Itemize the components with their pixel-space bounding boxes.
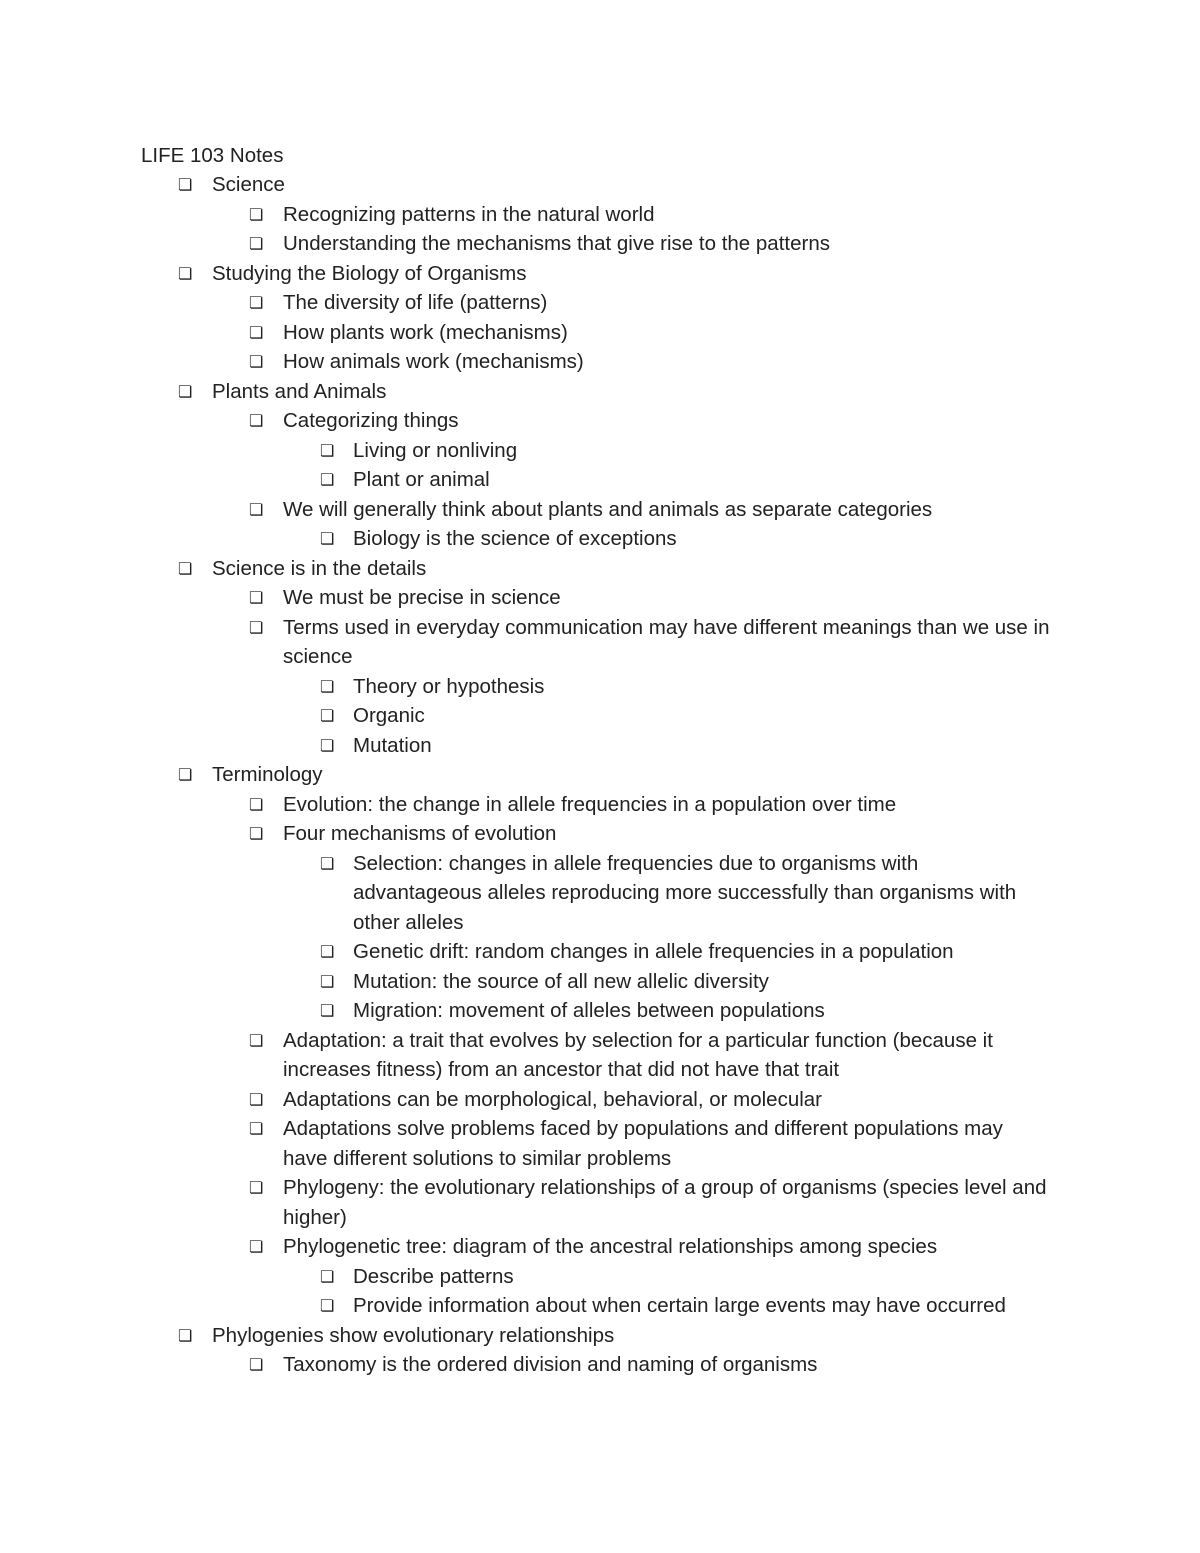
list-item-text: Phylogeny: the evolutionary relationships of a group of organisms (species level and higher) bbox=[283, 1176, 1047, 1229]
list-item bbox=[0, 1026, 1050, 1085]
list-item bbox=[0, 701, 1050, 731]
list-item-text: We will generally think about plants and animals as separate categories bbox=[283, 497, 933, 521]
checkbox-bullet-icon: ❏ bbox=[178, 1325, 193, 1345]
checkbox-bullet-icon: ❏ bbox=[320, 971, 335, 991]
list-item bbox=[0, 849, 1050, 938]
list-item bbox=[0, 170, 1050, 200]
list-item-text: Taxonomy is the ordered division and naming of organisms bbox=[283, 1353, 818, 1376]
list-item bbox=[0, 347, 1050, 377]
list-item-text: Living or nonliving bbox=[353, 438, 518, 462]
list-item bbox=[0, 819, 1050, 849]
list-item bbox=[0, 554, 1050, 584]
checkbox-bullet-icon: ❏ bbox=[320, 529, 335, 548]
list-item bbox=[0, 967, 1050, 997]
list-item bbox=[0, 760, 1050, 790]
list-item bbox=[0, 1114, 1050, 1173]
checkbox-bullet-icon: ❏ bbox=[320, 470, 335, 489]
list-item-text: Organic bbox=[353, 704, 425, 727]
list-item-text: Phylogenies show evolutionary relationships bbox=[212, 1323, 615, 1347]
checkbox-bullet-icon: ❏ bbox=[178, 558, 193, 578]
list-item-text: Selection: changes in allele frequencies due to organisms with advantageous alleles reproducing more successfully than organisms with other alleles bbox=[353, 851, 1017, 934]
list-item-text: Understanding the mechanisms that give rise to the patterns bbox=[283, 232, 830, 255]
list-item-text: Mutation bbox=[353, 733, 432, 757]
list-item-text: Theory or hypothesis bbox=[353, 674, 545, 698]
checkbox-bullet-icon: ❏ bbox=[249, 824, 264, 843]
list-item bbox=[0, 1232, 1050, 1262]
checkbox-bullet-icon: ❏ bbox=[249, 411, 264, 430]
list-item bbox=[0, 259, 1050, 289]
list-item bbox=[0, 672, 1050, 702]
checkbox-bullet-icon: ❏ bbox=[249, 1178, 264, 1197]
checkbox-bullet-icon: ❏ bbox=[320, 853, 335, 873]
list-item-text: Categorizing things bbox=[283, 409, 459, 432]
list-item-text: Science is in the details bbox=[212, 556, 427, 580]
checkbox-bullet-icon: ❏ bbox=[178, 175, 193, 194]
list-item bbox=[0, 1173, 1050, 1232]
list-item-text: Adaptations solve problems faced by populations and different populations may have different solutions to similar problems bbox=[283, 1117, 1003, 1170]
checkbox-bullet-icon: ❏ bbox=[178, 263, 193, 283]
list-item bbox=[0, 790, 1050, 820]
list-item bbox=[0, 1262, 1050, 1292]
checkbox-bullet-icon: ❏ bbox=[249, 234, 264, 253]
list-item-text: Studying the Biology of Organisms bbox=[212, 261, 527, 285]
checkbox-bullet-icon: ❏ bbox=[320, 440, 335, 460]
list-item-text: Biology is the science of exceptions bbox=[353, 527, 677, 550]
list-item bbox=[0, 996, 1050, 1026]
checkbox-bullet-icon: ❏ bbox=[249, 352, 264, 371]
checkbox-bullet-icon: ❏ bbox=[320, 676, 335, 696]
list-item-text: Four mechanisms of evolution bbox=[283, 822, 557, 845]
list-item-text: Recognizing patterns in the natural world bbox=[283, 202, 655, 226]
list-item bbox=[0, 318, 1050, 348]
checkbox-bullet-icon: ❏ bbox=[249, 1030, 264, 1050]
checkbox-bullet-icon: ❏ bbox=[249, 1089, 264, 1109]
checkbox-bullet-icon: ❏ bbox=[249, 322, 264, 342]
list-item bbox=[0, 613, 1050, 672]
list-item-text: Adaptation: a trait that evolves by selection for a particular function (because it increases fitness) from an ancestor that did not have that trait bbox=[283, 1028, 993, 1081]
list-item bbox=[0, 1085, 1050, 1115]
list-item-text: How plants work (mechanisms) bbox=[283, 320, 568, 344]
checkbox-bullet-icon: ❏ bbox=[249, 617, 264, 637]
list-item bbox=[0, 288, 1050, 318]
list-item bbox=[0, 200, 1050, 230]
checkbox-bullet-icon: ❏ bbox=[249, 1119, 264, 1138]
checkbox-bullet-icon: ❏ bbox=[249, 499, 264, 519]
list-item-text: Describe patterns bbox=[353, 1264, 514, 1288]
list-item-text: Terms used in everyday communication may have different meanings than we use in science bbox=[283, 615, 1050, 668]
checkbox-bullet-icon: ❏ bbox=[178, 765, 193, 784]
checkbox-bullet-icon: ❏ bbox=[249, 1237, 264, 1256]
list-item-text: Terminology bbox=[212, 763, 323, 786]
checkbox-bullet-icon: ❏ bbox=[320, 735, 335, 755]
list-item bbox=[0, 229, 1050, 259]
checkbox-bullet-icon: ❏ bbox=[320, 706, 335, 725]
checkbox-bullet-icon: ❏ bbox=[320, 1296, 335, 1315]
checkbox-bullet-icon: ❏ bbox=[249, 204, 264, 224]
checkbox-bullet-icon: ❏ bbox=[249, 1355, 264, 1374]
checkbox-bullet-icon: ❏ bbox=[178, 381, 193, 401]
checkbox-bullet-icon: ❏ bbox=[320, 1266, 335, 1286]
list-item bbox=[0, 406, 1050, 436]
list-item bbox=[0, 1321, 1050, 1351]
checkbox-bullet-icon: ❏ bbox=[249, 794, 264, 814]
list-item bbox=[0, 436, 1050, 466]
list-item-text: How animals work (mechanisms) bbox=[283, 350, 584, 373]
checkbox-bullet-icon: ❏ bbox=[320, 1001, 335, 1020]
checkbox-bullet-icon: ❏ bbox=[320, 942, 335, 961]
list-item bbox=[0, 731, 1050, 761]
list-item bbox=[0, 465, 1050, 495]
list-item-text: We must be precise in science bbox=[283, 586, 561, 609]
notes-outline bbox=[0, 170, 1200, 1380]
list-item-text: The diversity of life (patterns) bbox=[283, 291, 548, 314]
list-item bbox=[0, 1350, 1050, 1380]
list-item-text: Plants and Animals bbox=[212, 379, 387, 403]
list-item bbox=[0, 583, 1050, 613]
list-item bbox=[0, 937, 1050, 967]
list-item-text: Plant or animal bbox=[353, 468, 490, 491]
document-title: LIFE 103 Notes bbox=[141, 144, 284, 167]
list-item-text: Migration: movement of alleles between populations bbox=[353, 999, 825, 1022]
checkbox-bullet-icon: ❏ bbox=[249, 588, 264, 607]
list-item-text: Science bbox=[212, 173, 285, 196]
list-item-text: Phylogenetic tree: diagram of the ancestral relationships among species bbox=[283, 1235, 938, 1258]
list-item-text: Provide information about when certain large events may have occurred bbox=[353, 1294, 1006, 1317]
list-item bbox=[0, 1291, 1050, 1321]
checkbox-bullet-icon: ❏ bbox=[249, 293, 264, 312]
list-item bbox=[0, 524, 1050, 554]
list-item-text: Mutation: the source of all new allelic diversity bbox=[353, 969, 769, 993]
list-item-text: Adaptations can be morphological, behavioral, or molecular bbox=[283, 1087, 823, 1111]
list-item bbox=[0, 495, 1050, 525]
list-item bbox=[0, 377, 1050, 407]
list-item-text: Genetic drift: random changes in allele frequencies in a population bbox=[353, 940, 954, 963]
list-item-text: Evolution: the change in allele frequencies in a population over time bbox=[283, 792, 897, 816]
